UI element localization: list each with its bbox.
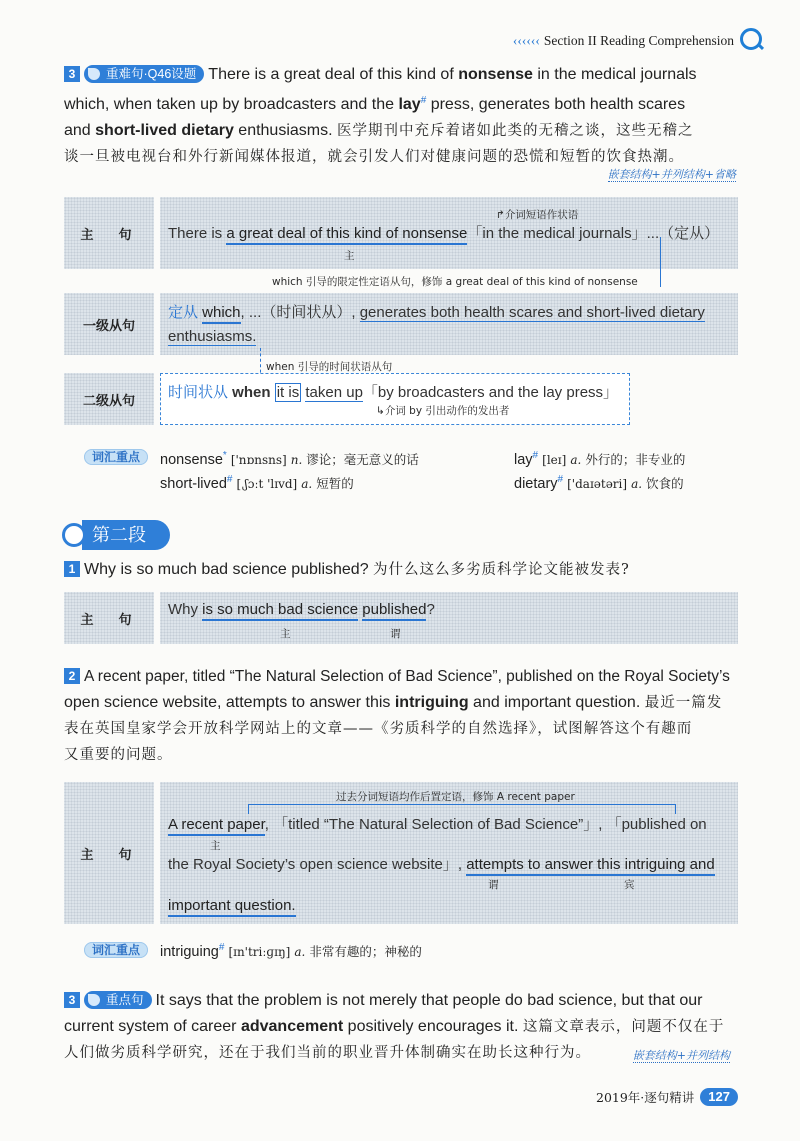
level1-text — [168, 301, 733, 349]
structure-note: 嵌套结构+并列结构+省略 — [607, 168, 736, 181]
annotation-relative-clause: which 引导的限定性定语从句，修饰 a great deal of this kind of nonsense — [272, 276, 638, 288]
annotation-by: ↳介词 by 引出动作的发出者 — [376, 405, 510, 417]
text: ? — [426, 601, 435, 618]
text: Why is so much bad science published? — [84, 561, 374, 578]
subject-underline: a great deal of this kind of nonsense — [226, 225, 467, 245]
text: 「in the medical journals」...（定从） — [467, 225, 720, 242]
diagram3-line1 — [168, 813, 707, 834]
arrows-icon: ‹‹‹‹‹‹ — [512, 33, 540, 48]
annotation-participle: 过去分词短语均作后置定语，修饰 A recent paper — [336, 791, 575, 803]
predicate-label: 谓 — [488, 879, 499, 891]
chinese-translation: 为什么这么多劣质科学论文能被发表? — [373, 562, 630, 578]
clause-type: 定从 — [168, 304, 203, 321]
underlined: generates both health scares and short-lived dietary — [359, 304, 705, 321]
label-level2: 二级从句 — [64, 373, 154, 425]
vocab-item: nonsense* ['nɒnsns] n. 谬论；毫无意义的话 — [160, 450, 419, 468]
structure-note: 嵌套结构+并列结构 — [632, 1049, 730, 1062]
chinese-translation: 谈一旦被电视台和外行新闻媒体报道，就会引发人们对健康问题的恐慌和短暂的饮食热潮。 — [64, 149, 684, 165]
text: , 「titled “The Natural Selection of Bad Science”」, 「published on — [264, 816, 707, 833]
omitted-box: it is — [276, 384, 300, 401]
subject-label: 主 — [344, 250, 355, 262]
chinese-translation: 又重要的问题。 — [64, 747, 173, 763]
text: Why — [168, 601, 203, 618]
level2-text — [168, 381, 618, 402]
chinese-translation: 医学期刊中充斥着诸如此类的无稽之谈，这些无稽之 — [337, 123, 694, 139]
section-header — [62, 520, 170, 550]
footer — [596, 1088, 738, 1106]
underlined: which — [202, 304, 240, 324]
text: It says that the problem is not merely that people do bad science, but that our — [155, 992, 703, 1009]
text: There is a great deal of this kind of — [208, 66, 459, 83]
diagram3-line2 — [168, 853, 715, 874]
underlined: enthusiasms. — [168, 328, 257, 345]
predicate-label: 谓 — [390, 628, 401, 640]
sentence-1-paragraph — [64, 557, 630, 583]
text: and important question. — [468, 694, 645, 711]
text: current system of career — [64, 1018, 241, 1035]
text: enthusiasms. — [233, 122, 337, 139]
key-sentence-tag: 重点句 — [84, 991, 152, 1009]
diagram3-line3 — [168, 897, 296, 914]
key-word: short-lived dietary — [95, 122, 234, 139]
page-number: 127 — [700, 1088, 738, 1106]
annotation-prep-phrase: ↱介词短语作状语 — [496, 209, 579, 221]
main-clause-text — [168, 222, 719, 243]
vocab-item: intriguing# [ɪn'triːɡɪŋ] a. 非常有趣的；神秘的 — [160, 942, 422, 960]
running-header — [513, 33, 734, 49]
vocab-tag: 词汇重点 — [84, 449, 148, 465]
text: 「by broadcasters and the lay press」 — [362, 384, 619, 401]
chinese-translation: 最近一篇发 — [644, 695, 723, 711]
annotation-when-clause: when 引导的时间状语从句 — [266, 361, 393, 373]
main-clause-text — [168, 601, 435, 618]
annotation-text: 介词 by 引出动作的发出者 — [384, 405, 510, 417]
sentence-number: 3 — [64, 992, 80, 1008]
text: which, when taken up by broadcasters and the — [64, 96, 399, 113]
vocab-tag: 词汇重点 — [84, 942, 148, 958]
key-word: advancement — [240, 1018, 344, 1035]
vocab-item: short-lived# [ˌʃɔːt 'lɪvd] a. 短暂的 — [160, 474, 354, 492]
text: and — [64, 122, 96, 139]
footer-label: 2019年·逐句精讲 — [596, 1090, 695, 1105]
vocab-item: lay# [leɪ] a. 外行的；非专业的 — [514, 450, 686, 468]
text: A recent paper, titled “The Natural Selection of Bad Science”, published on the Royal Society’s — [84, 668, 730, 685]
object-underline: to answer this intriguing and — [524, 856, 715, 876]
difficulty-tag: 重难句·Q46设题 — [84, 65, 204, 83]
text: There is — [168, 225, 227, 242]
text: , ...（时间状从）, — [240, 304, 360, 321]
text: in the medical journals — [532, 66, 697, 83]
conjunction: when — [232, 384, 271, 401]
clause-type: 时间状从 — [168, 384, 233, 401]
sentence-number: 3 — [64, 66, 80, 82]
text: positively encourages it. — [343, 1018, 523, 1035]
subject-label: 主 — [280, 628, 291, 640]
subject-label: 主 — [210, 840, 221, 852]
label-level1: 一级从句 — [64, 293, 154, 355]
predicate-underline: published — [362, 601, 426, 621]
sentence-number: 2 — [64, 668, 80, 684]
chinese-translation: 这篇文章表示，问题不仅在于 — [522, 1019, 725, 1035]
section-title: 第二段 — [82, 520, 170, 550]
text: open science website, attempts to answer this — [64, 694, 395, 711]
key-word: lay — [398, 96, 421, 113]
label-main-clause: 主 句 — [64, 197, 154, 269]
sentence-number: 1 — [64, 561, 80, 577]
vocab-item: dietary# ['daɪətəri] a. 饮食的 — [514, 474, 684, 492]
label-main-clause: 主 句 — [64, 592, 154, 644]
key-word: nonsense — [458, 66, 533, 83]
predicate: taken up — [305, 384, 363, 401]
key-word: intriguing — [394, 694, 469, 711]
chinese-translation: 人们做劣质科学研究，还在于我们当前的职业晋升体制确实在助长这种行为。 — [64, 1045, 591, 1061]
object-underline: important question. — [168, 897, 296, 917]
text: press, generates both health scares — [426, 96, 686, 113]
header-title: Section II Reading Comprehension — [543, 33, 734, 48]
predicate-underline: attempts — [466, 856, 524, 876]
object-label: 宾 — [624, 879, 635, 891]
connector-line — [660, 237, 661, 287]
label-main-clause: 主 句 — [64, 782, 154, 924]
sentence-3-paragraph: 3 重难句·Q46设题 There is a great deal of this kind of nonsense in the medical journals which, when taken up by broadcasters and the lay# press, generates both health scares and short-lived dietary enthusiasms. 医学期刊中充斥着诸如此类的无稽之谈，这些无稽之 谈一旦被电视台和外行新闻媒体报道，就会引发人们对健康问题的恐慌和短暂的饮食热潮。 — [64, 62, 744, 170]
subject-underline: is so much bad science — [202, 601, 358, 621]
sentence-2-paragraph — [64, 664, 744, 768]
q-icon — [62, 523, 86, 547]
annotation-text: 介词短语作状语 — [504, 209, 579, 221]
subject-underline: A recent paper — [168, 816, 265, 836]
chinese-translation: 表在英国皇家学会开放科学网站上的文章——《劣质科学的自然选择》，试图解答这个有趣而 — [64, 721, 693, 737]
search-q-icon — [740, 28, 762, 50]
text: the Royal Society’s open science website」, — [168, 856, 467, 873]
